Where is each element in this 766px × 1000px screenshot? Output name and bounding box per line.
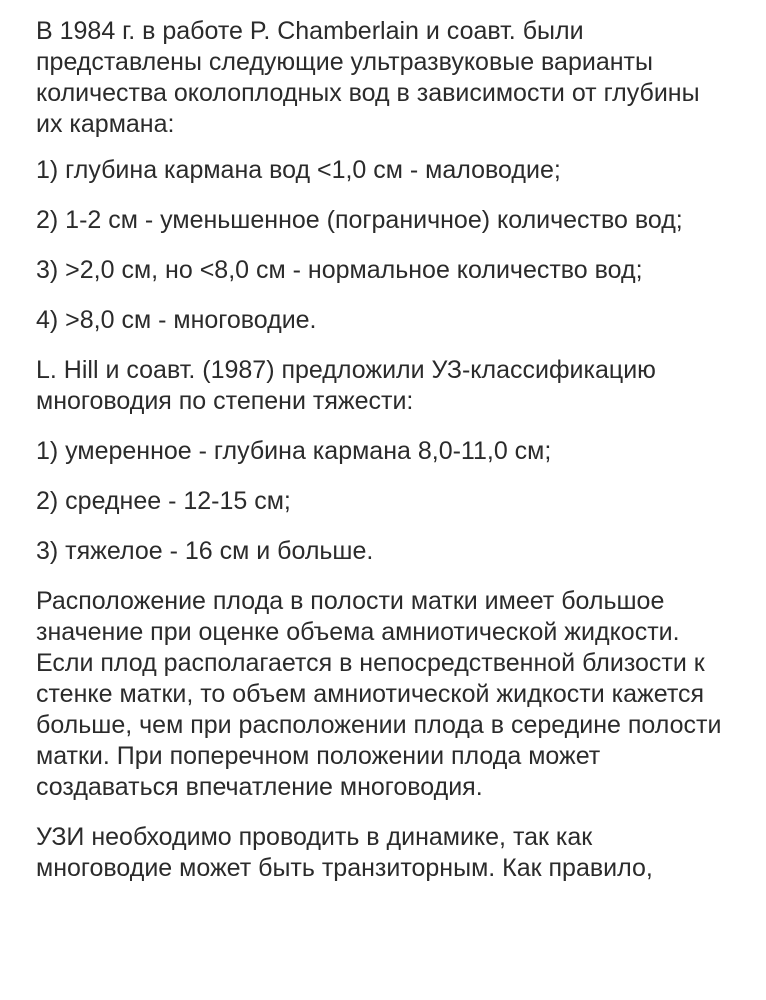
list-item: 2) 1-2 см - уменьшенное (пограничное) количество вод;	[36, 206, 683, 234]
intro-paragraph: В 1984 г. в работе P. Chamberlain и соавт. были представлены следующие ультразвуковые варианты количества околоплодных вод в зависимости от глубины их кармана:	[36, 17, 700, 138]
fetal-position-paragraph: Расположение плода в полости матки имеет большое значение при оценке объема амниотической жидкости. Если плод располагается в непосредственной близости к стенке матки, то объем амниотической жидкости кажется больше, чем при расположении плода в середине полости матки. При поперечном положении плода может создаваться впечатление многоводия.	[36, 587, 722, 801]
classification-paragraph: L. Hill и соавт. (1987) предложили УЗ-классификацию многоводия по степени тяжести:	[36, 356, 656, 415]
list-item: 4) >8,0 см - многоводие.	[36, 306, 317, 334]
ultrasound-paragraph: УЗИ необходимо проводить в динамике, так как многоводие может быть транзиторным. Как правило,	[36, 823, 653, 882]
list-item: 1) умеренное - глубина кармана 8,0-11,0 см;	[36, 437, 552, 465]
list-item: 1) глубина кармана вод <1,0 см - маловодие;	[36, 156, 561, 184]
list-item: 2) среднее - 12-15 см;	[36, 487, 291, 515]
list-item: 3) тяжелое - 16 см и больше.	[36, 537, 374, 565]
list-item: 3) >2,0 см, но <8,0 см - нормальное количество вод;	[36, 256, 643, 284]
